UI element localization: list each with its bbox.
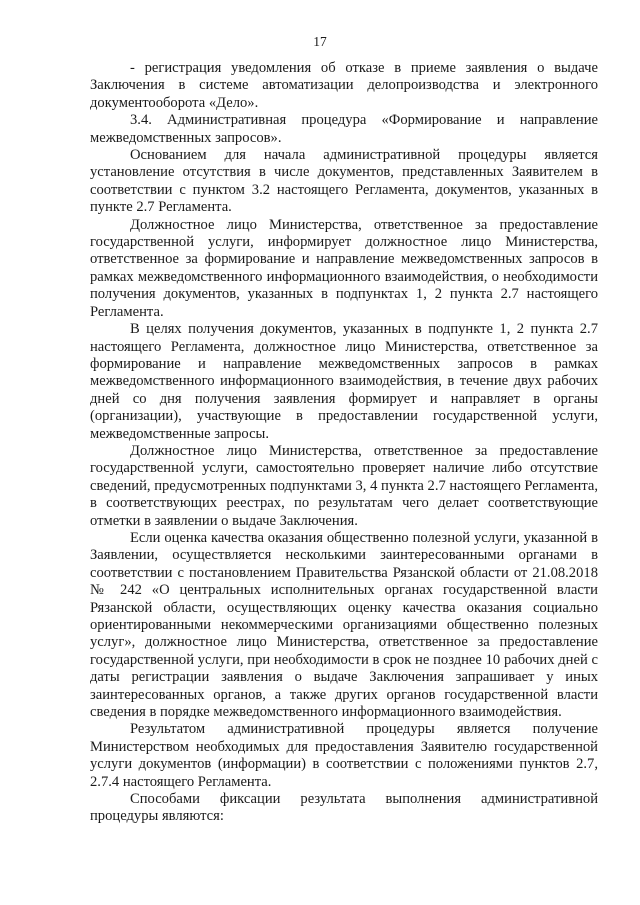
page-number: 17 (313, 34, 327, 49)
paragraph-quality-assessment: Если оценка качества оказания общественно полезной услуги, указанной в Заявлении, осуществляется несколькими заинтересованными органами в соответствии с постановлением Правительства Рязанской области от 21.08.2018 № 242 «О центральных исполнительных органах государственной власти Рязанской области, осуществляющих оценку качества оказания социально ориентированными некоммерческими организациями общественно полезных услуг», должностное лицо Министерства, ответственное за предоставление государственной услуги, при необходимости в срок не позднее 10 рабочих дней с даты регистрации заявления о выдаче Заключения запрашивает у иных заинтересованных органов, а также других органов государственной власти сведения в порядке межведомственного информационного взаимодействия. (90, 529, 598, 721)
paragraph-fixation-methods: Способами фиксации результата выполнения административной процедуры являются: (90, 791, 598, 825)
paragraph-procedure-heading: 3.4. Административная процедура «Формирование и направление межведомственных запросов». (90, 112, 598, 146)
paragraph-registration: - регистрация уведомления об отказе в приеме заявления о выдаче Заключения в системе автоматизации делопроизводства и электронного документооборота «Дело». (90, 60, 598, 111)
paragraph-informs: Должностное лицо Министерства, ответственное за предоставление государственной услуги, информирует должностное лицо Министерства, ответственное за формирование и направление межведомственных запросов в рамках межведомственного информационного взаимодействия, о необходимости получения документов, указанных в подпунктах 1, 2 пункта 2.7 настоящего Регламента. (90, 216, 598, 320)
paragraph-checks: Должностное лицо Министерства, ответственное за предоставление государственной услуги, самостоятельно проверяет наличие либо отсутствие сведений, предусмотренных подпунктами 3, 4 пункта 2.7 настоящего Регламента, в соответствующих реестрах, по результатам чего делает соответствующие отметки в заявлении о выдаче Заключения. (90, 442, 598, 529)
paragraph-result: Результатом административной процедуры является получение Министерством необходимых для предоставления Заявителю государственной услуги документов (информации) в соответствии с положениями пунктов 2.7, 2.7.4 настоящего Регламента. (90, 721, 598, 790)
document-body (90, 60, 598, 826)
paragraph-requests: В целях получения документов, указанных в подпункте 1, 2 пункта 2.7 настоящего Регламента, должностное лицо Министерства, ответственное за формирование и направление межведомственных запросов в рамках межведомственного информационного взаимодействия, в течение двух рабочих дней со дня получения заявления формирует и направляет в органы (организации), участвующие в предоставлении государственной услуги, межведомственные запросы. (90, 321, 598, 442)
paragraph-basis: Основанием для начала административной процедуры является установление отсутствия в числе документов, представленных Заявителем в соответствии с пунктом 3.2 настоящего Регламента, документов, указанных в пункте 2.7 Регламента. (90, 147, 598, 216)
